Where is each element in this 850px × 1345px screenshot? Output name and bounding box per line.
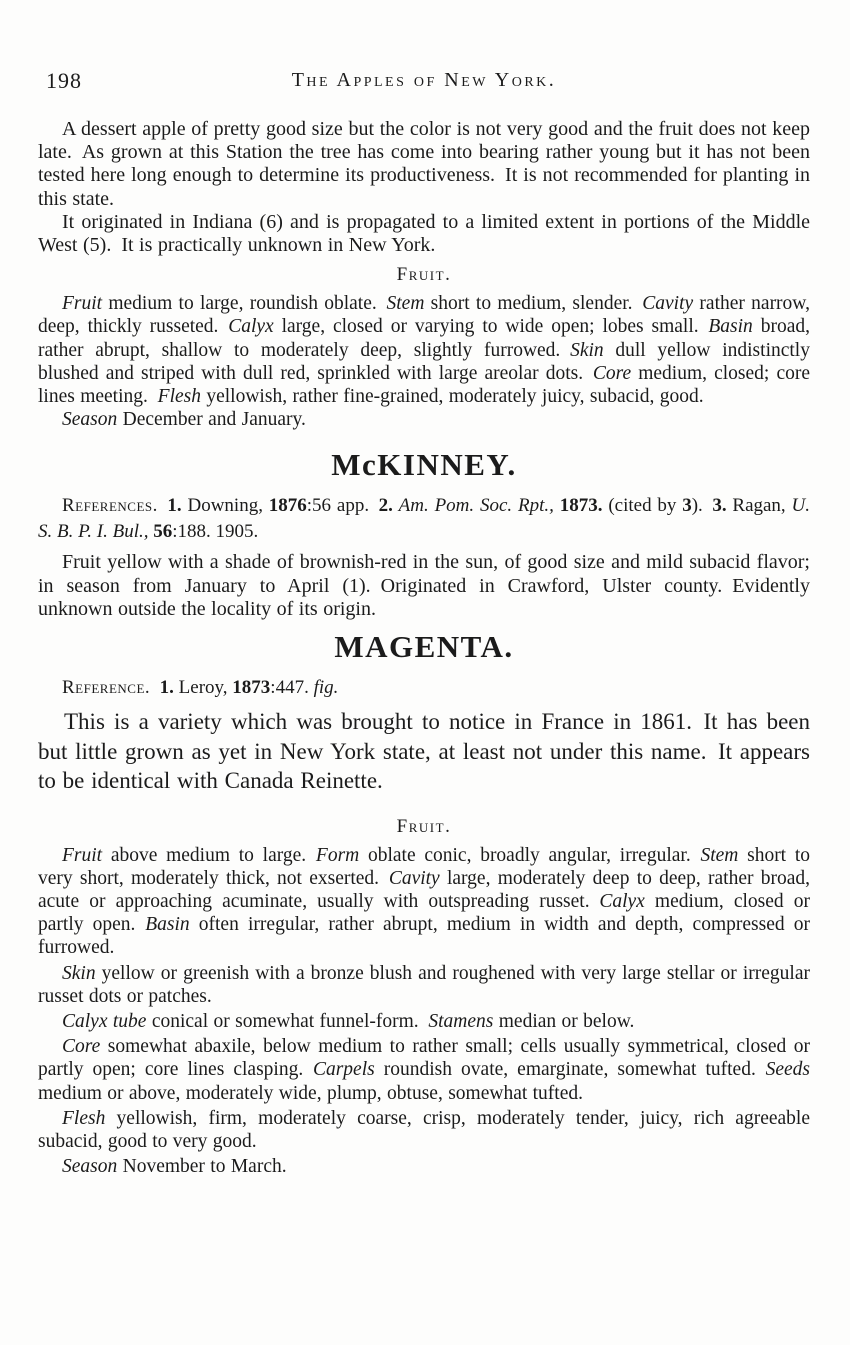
text-block [38,66,810,1178]
magenta-fruit-paragraph: Fruit above medium to large. Form oblate conic, broadly angular, irregular. Stem short to very short, moderately thick, not exserted. Cavity large, moderately deep to deep, rather broad, acute or approaching acuminate, usually with outspreading russet. Calyx medium, closed or partly open. Basin often irregular, rather abrupt, medium in width and depth, compressed or furrowed. [38,844,811,959]
magenta-flesh-paragraph: Flesh yellowish, firm, moderately coarse, crisp, moderately tender, juicy, rich agreeable subacid, good to very good. [38,1107,810,1152]
running-head [38,66,810,96]
magenta-calyx-tube-paragraph: Calyx tube conical or somewhat funnel-form. Stamens median or below. [62,1010,635,1032]
running-title: The Apples of New York. [291,69,557,91]
magenta-core-paragraph: Core somewhat abaxile, below medium to rather small; cells usually symmetrical, closed or partly open; core lines clasping. Carpels roundish ovate, emarginate, somewhat tufted. Seeds medium or above, moderately wide, plump, obtuse, somewhat tufted. [38,1036,810,1104]
magenta-season-line: Season November to March. [62,1156,287,1178]
magenta-fruit-section-heading: Fruit. [396,815,452,837]
variety-heading-magenta: MAGENTA. [334,629,514,665]
magenta-intro-paragraph: This is a variety which was brought to notice in France in 1861. It has been but little grown as yet in New York state, at least not under this name. It appears to be identical with Canada Reinette. [38,709,810,794]
intro-paragraph-2: It originated in Indiana (6) and is propagated to a limited extent in portions of the Middle West (5). It is practically unknown in New York. [38,210,810,257]
mckinney-references: References. 1. Downing, 1876:56 app. 2. Am. Pom. Soc. Rpt., 1873. (cited by 3). 3. Ragan, U. S. B. P. I. Bul., 56:188. 1905. [38,495,810,543]
magenta-reference: Reference. 1. Leroy, 1873:447. fig. [62,677,339,699]
intro-paragraph-1: A dessert apple of pretty good size but the color is not very good and the fruit does not keep late. As grown at this Station the tree has come into bearing rather young but it has not been tested here long enough to determine its productiveness. It is not recommended for planting in this state. [38,118,810,210]
magenta-skin-paragraph: Skin yellow or greenish with a bronze blush and roughened with very large stellar or irregular russet dots or patches. [38,962,810,1007]
season-line: Season December and January. [62,409,306,431]
fruit-description-paragraph: Fruit medium to large, roundish oblate. Stem short to medium, slender. Cavity rather narrow, deep, thickly russeted. Calyx large, closed or varying to wide open; lobes small. Basin broad, rather abrupt, shallow to moderately deep, slightly furrowed. Skin dull yellow indistinctly blushed and striped with dull red, sprinkled with large areolar dots. Core medium, closed; core lines meeting. Flesh yellowish, rather fine-grained, moderately juicy, subacid, good. [38,293,810,408]
page-number: 198 [46,68,82,93]
variety-heading-mckinney: McKINNEY. [331,447,517,483]
fruit-section-heading: Fruit. [396,264,452,286]
mckinney-description: Fruit yellow with a shade of brownish-red in the sun, of good size and mild subacid flavor; in season from January to April (1). Originated in Crawford, Ulster county. Evidently unknown outside the locality of its origin. [38,551,810,620]
